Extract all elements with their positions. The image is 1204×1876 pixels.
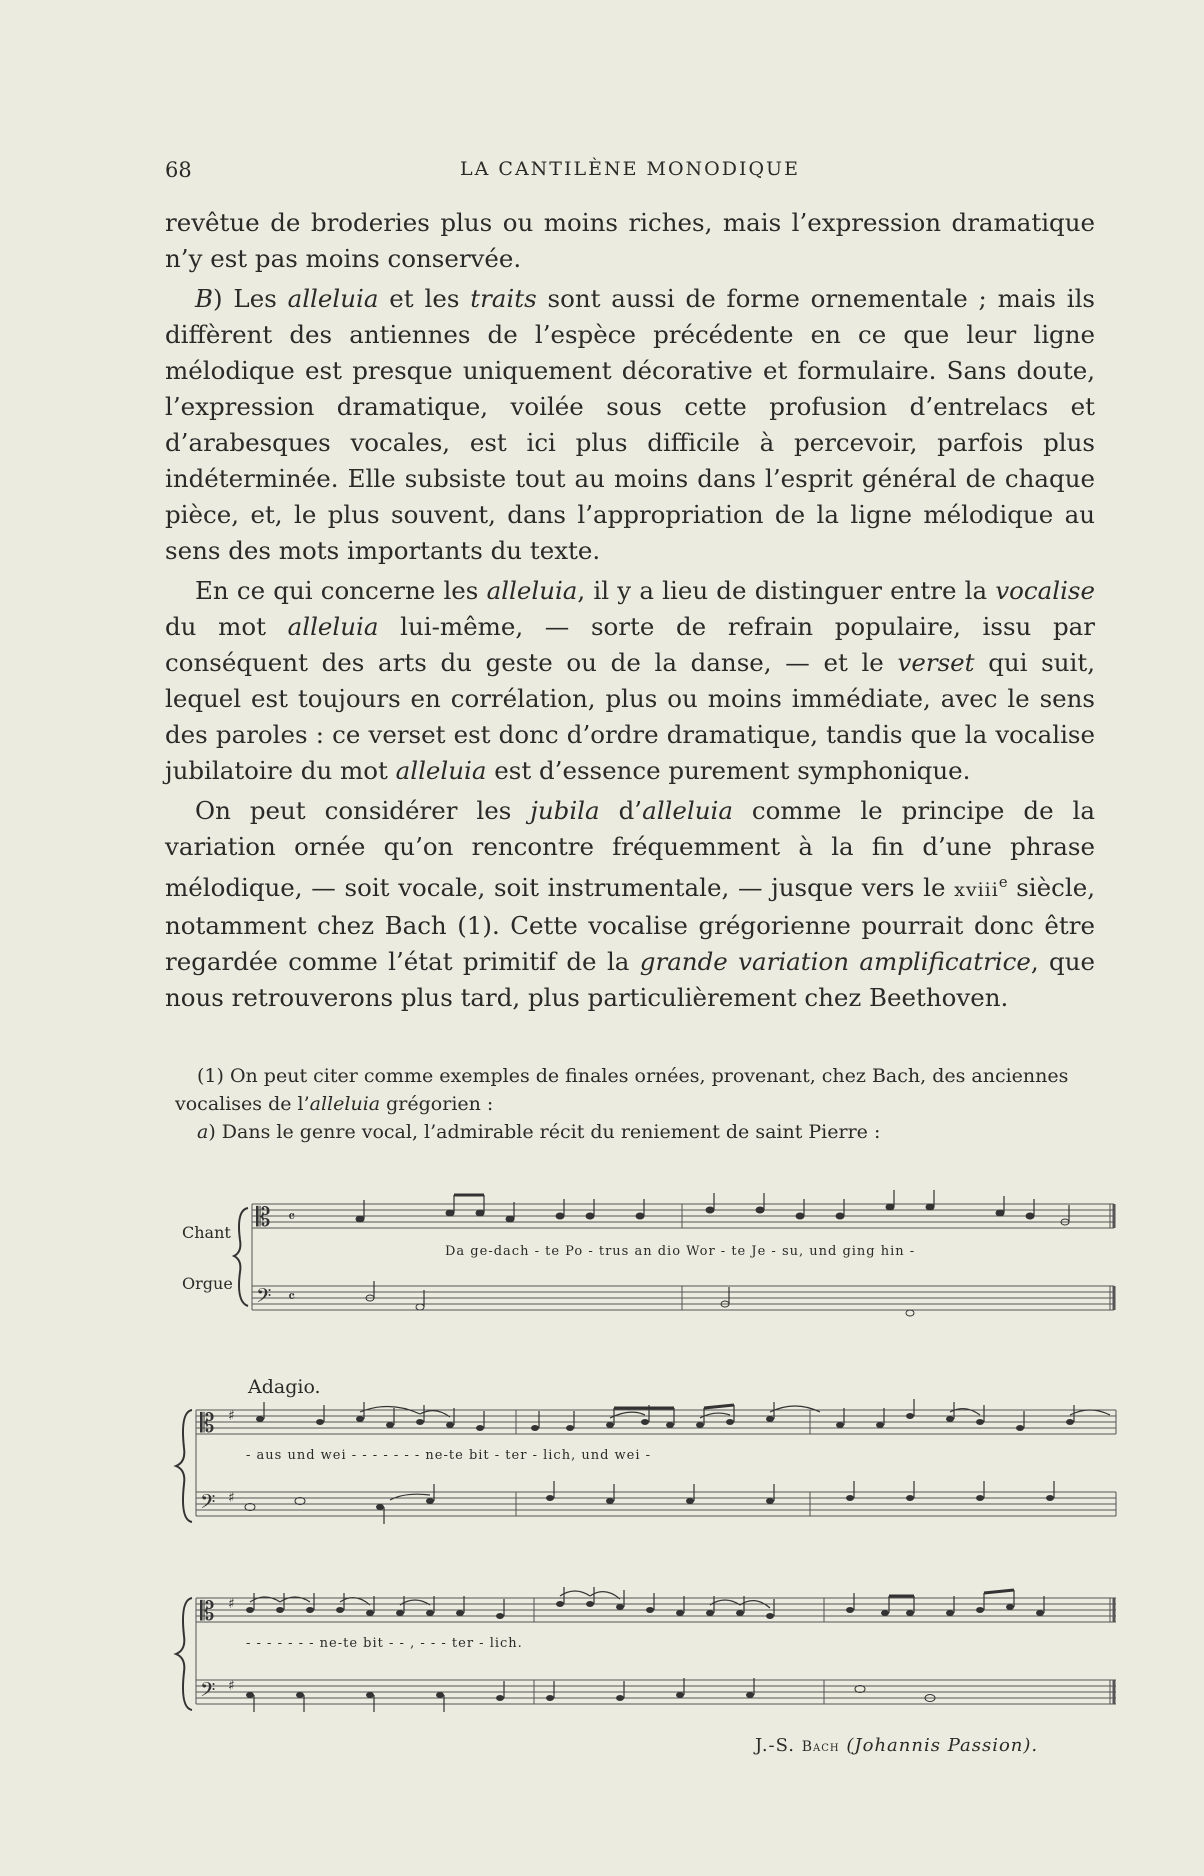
text-run: On peut considérer les [195,796,531,825]
lyrics-line-2: - aus und wei - - - - - - - ne-te bit - ter - lich, und wei - [246,1448,652,1463]
svg-text:♯: ♯ [228,1596,235,1612]
text-run: alleluia [309,1093,381,1115]
svg-text:♯: ♯ [228,1678,235,1694]
text-run: jubila [530,796,600,825]
score-system-1 [170,1190,1120,1330]
staff-label-orgue: Orgue [182,1274,233,1293]
work-title: (Johannis Passion). [846,1735,1039,1756]
svg-text:𝄢: 𝄢 [200,1678,216,1706]
footnote-line-1 [175,1062,1095,1118]
svg-text:𝄢: 𝄢 [200,1490,216,1518]
text-run: grande variation amplificatrice [639,947,1031,977]
text-run: ) Les [213,284,288,313]
text-run: , il y a lieu de distinguer entre la [577,576,996,605]
music-system-2 [170,1370,1120,1535]
composer-name: Bach [801,1739,840,1755]
svg-text:𝄡: 𝄡 [200,1597,215,1627]
text-run: alleluia [642,796,733,825]
text-run: lui-même, — sorte de refrain populaire, issu par conséquent des arts du geste ou de la danse, — et le [165,612,1095,677]
text-run: e [998,874,1008,891]
text-run: alleluia [287,284,379,313]
text-run: a [197,1121,209,1143]
text-run: vocalise [995,576,1095,605]
text-run: alleluia [486,576,578,605]
svg-text:♯: ♯ [228,1490,235,1506]
text-run: qui suit, lequel est toujours en corrélation, plus ou moins immédiate, avec le sens des paroles : ce verset est donc d’ordre dramatique, tandis que la vocalise jubilatoire du mot [165,648,1095,785]
text-run: ) Dans le genre vocal, l’admirable récit du reniement de saint Pierre : [208,1121,881,1143]
composer-initials: J.-S. [755,1735,802,1756]
text-run: alleluia [395,756,487,785]
text-run: traits [470,284,537,313]
body-text [165,205,1095,1020]
paragraph-4 [165,793,1095,1016]
text-run: alleluia [287,612,379,641]
text-run: du mot [165,612,288,641]
svg-text:♯: ♯ [228,1408,235,1424]
text-run: siècle, notamment chez Bach (1). Cette vocalise grégorienne pourrait donc être regardée comme l’état primitif de la [165,873,1095,977]
lyrics-line-3: - - - - - - - ne-te bit - - , - - - ter - lich. [246,1636,523,1651]
text-run: est d’essence purement symphonique. [486,756,971,785]
paragraph-2 [165,281,1095,569]
running-header [165,158,1095,188]
paragraph-3 [165,573,1095,789]
text-run: (1) On peut citer comme exemples de finales ornées, provenant, chez Bach, des anciennes vocalises de l’ [175,1065,1069,1115]
tempo-marking: Adagio. [248,1376,321,1398]
text-run: xviii [954,879,999,902]
score-system-3 [170,1580,1120,1725]
svg-text:𝄴: 𝄴 [288,1287,296,1306]
text-run: B [195,284,214,313]
paragraph-1: revêtue de broderies plus ou moins riches, mais l’expression dramatique n’y est pas moins conservée. [165,208,1095,273]
staff-label-chant: Chant [182,1223,231,1242]
svg-text:𝄡: 𝄡 [200,1409,215,1439]
text-run: et les [378,284,471,313]
music-system-1 [170,1190,1120,1330]
text-run: , que nous retrouverons plus tard, plus particulièrement chez Beethoven. [165,947,1095,1013]
text-run: verset [897,648,975,677]
running-title: LA CANTILÈNE MONODIQUE [460,158,800,180]
music-system-3 [170,1580,1120,1725]
text-run: d’ [599,796,643,825]
svg-text:𝄢: 𝄢 [256,1284,272,1312]
footnote-line-2 [175,1118,1095,1146]
svg-text:𝄡: 𝄡 [256,1203,271,1233]
text-run: comme le principe de la variation ornée qu’on rencontre fréquemment à la fin d’une phrase mélodique, — soit vocale, soit instrumentale, — jusque vers le [165,796,1095,903]
attribution [755,1735,1038,1756]
text-run: grégorien : [380,1093,494,1115]
svg-text:𝄴: 𝄴 [288,1207,296,1226]
text-run: En ce qui concerne les [195,576,487,605]
footnote [175,1062,1095,1146]
text-run: sont aussi de forme ornementale ; mais ils diffèrent des antiennes de l’espèce précédente en ce que leur ligne mélodique est presque uniquement décorative et formulaire. Sans doute, l’expression dramatique, voilée sous cette profusion d’entrelacs et d’arabesques vocales, est ici plus difficile à percevoir, parfois plus indéterminée. Elle subsiste tout au moins dans l’esprit général de chaque pièce, et, le plus souvent, dans l’appropriation de la ligne mélodique au sens des mots importants du texte. [165,284,1095,565]
lyrics-line-1: Da ge-dach - te Po - trus an dio Wor - te Je - su, und ging hin - [445,1244,916,1259]
page-number: 68 [165,158,192,182]
